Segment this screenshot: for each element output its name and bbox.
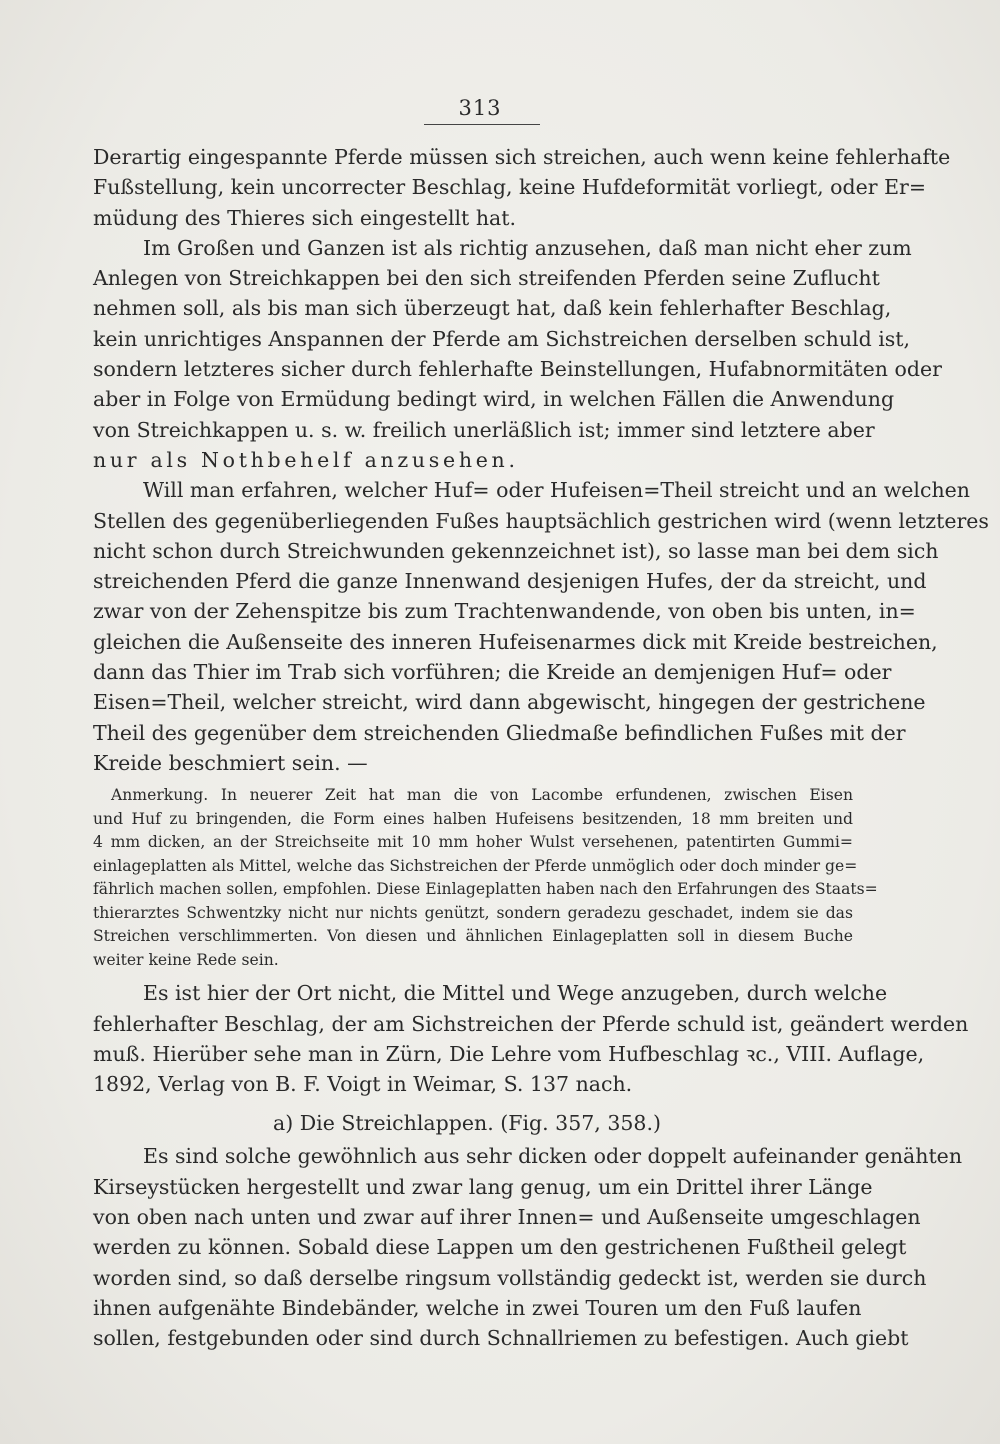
page-number-rule (424, 124, 540, 125)
note-line: Streichen verschlimmerten. Von diesen und ähnlichen Einlageplatten soll in diesem Buche (93, 927, 853, 946)
text-line: zwar von der Zehenspitze bis zum Trachtenwandende, von oben bis unten, in= (93, 599, 916, 624)
paragraph-3 (93, 475, 989, 778)
text-line: fehlerhafter Beschlag, der am Sichstreichen der Pferde schuld ist, geändert werden (93, 1011, 969, 1036)
text-line: müdung des Thieres sich eingestellt hat. (93, 205, 516, 230)
text-line: 1892, Verlag von B. F. Voigt in Weimar, S. 137 nach. (93, 1072, 633, 1097)
text-line: Theil des gegenüber dem streichenden Gliedmaße befindlichen Fußes mit der (93, 720, 906, 745)
text-line: Kirseystücken hergestellt und zwar lang genug, um ein Drittel ihrer Länge (93, 1174, 873, 1199)
text-line: streichenden Pferd die ganze Innenwand desjenigen Hufes, der da streicht, und (93, 569, 927, 594)
text-line: werden zu können. Sobald diese Lappen um den gestrichenen Fußtheil gelegt (93, 1235, 907, 1260)
footnote-remark (93, 784, 878, 972)
text-line: Im Großen und Ganzen ist als richtig anzusehen, daß man nicht eher zum (143, 235, 912, 260)
note-line: Anmerkung. In neuerer Zeit hat man die von Lacombe erfundenen, zwischen Eisen (111, 786, 853, 805)
text-line: von Streichkappen u. s. w. freilich unerläßlich ist; immer sind letztere aber (93, 417, 875, 442)
text-line: Es ist hier der Ort nicht, die Mittel und Wege anzugeben, durch welche (143, 981, 888, 1006)
paragraph-1 (93, 142, 951, 233)
text-line: Stellen des gegenüberliegenden Fußes hauptsächlich gestrichen wird (wenn letzteres (93, 508, 989, 533)
text-line: nehmen soll, als bis man sich überzeugt hat, daß kein fehlerhafter Beschlag, (93, 296, 892, 321)
text-line: von oben nach unten und zwar auf ihrer Innen= und Außenseite umgeschlagen (93, 1205, 921, 1230)
text-line: ihnen aufgenähte Bindebänder, welche in zwei Touren um den Fuß laufen (93, 1295, 862, 1320)
paragraph-5 (93, 1141, 963, 1353)
note-line: und Huf zu bringenden, die Form eines halben Hufeisens besitzenden, 18 mm breiten und (93, 809, 853, 828)
text-line: gleichen die Außenseite des inneren Hufeisenarmes dick mit Kreide bestreichen, (93, 629, 938, 654)
text-line: Derartig eingespannte Pferde müssen sich streichen, auch wenn keine fehlerhafte (93, 145, 951, 169)
page-number: 313 (458, 96, 502, 120)
note-line: fährlich machen sollen, empfohlen. Diese Einlageplatten haben nach den Erfahrungen des Staats= (93, 880, 878, 899)
note-line: einlageplatten als Mittel, welche das Sichstreichen der Pferde unmöglich oder doch minder ge= (93, 856, 858, 875)
text-line: worden sind, so daß derselbe ringsum vollständig gedeckt ist, werden sie durch (93, 1265, 927, 1290)
text-line: Fußstellung, kein uncorrecter Beschlag, keine Hufdeformität vorliegt, oder Er= (93, 175, 927, 200)
note-line: weiter keine Rede sein. (93, 950, 279, 969)
note-line: 4 mm dicken, an der Streichseite mit 10 mm hoher Wulst versehenen, patentirten Gummi= (93, 833, 853, 852)
text-line: Eisen=Theil, welcher streicht, wird dann abgewischt, hingegen der gestrichene (93, 690, 926, 715)
text-line: dann das Thier im Trab sich vorführen; die Kreide an demjenigen Huf= oder (93, 660, 892, 685)
text-line: aber in Folge von Ermüdung bedingt wird, in welchen Fällen die Anwendung (93, 387, 895, 412)
text-line: sondern letzteres sicher durch fehlerhafte Beinstellungen, Hufabnormitäten oder (93, 357, 942, 382)
text-line: sollen, festgebunden oder sind durch Schnallriemen zu befestigen. Auch giebt (93, 1326, 909, 1351)
paragraph-4 (93, 978, 969, 1099)
page-body (93, 142, 989, 1354)
text-line: Anlegen von Streichkappen bei den sich streifenden Pferden seine Zuflucht (93, 266, 880, 291)
paragraph-2 (93, 233, 942, 475)
section-heading: a) Die Streichlappen. (Fig. 357, 358.) (273, 1111, 661, 1136)
text-line: nicht schon durch Streichwunden gekennzeichnet ist), so lasse man bei dem sich (93, 538, 939, 563)
text-line: Es sind solche gewöhnlich aus sehr dicken oder doppelt aufeinander genähten (143, 1144, 963, 1169)
text-line: nur als Nothbehelf anzusehen. (93, 447, 519, 472)
text-line: Kreide beschmiert sein. — (93, 750, 368, 775)
text-line: kein unrichtiges Anspannen der Pferde am Sichstreichen derselben schuld ist, (93, 326, 911, 351)
text-line: Will man erfahren, welcher Huf= oder Hufeisen=Theil streicht und an welchen (143, 478, 970, 503)
note-line: thierarztes Schwentzky nicht nur nichts genützt, sondern geradezu geschadet, indem sie das (93, 903, 853, 922)
text-line: muß. Hierüber sehe man in Zürn, Die Lehre vom Hufbeschlag ꝛc., VIII. Auflage, (93, 1041, 925, 1066)
